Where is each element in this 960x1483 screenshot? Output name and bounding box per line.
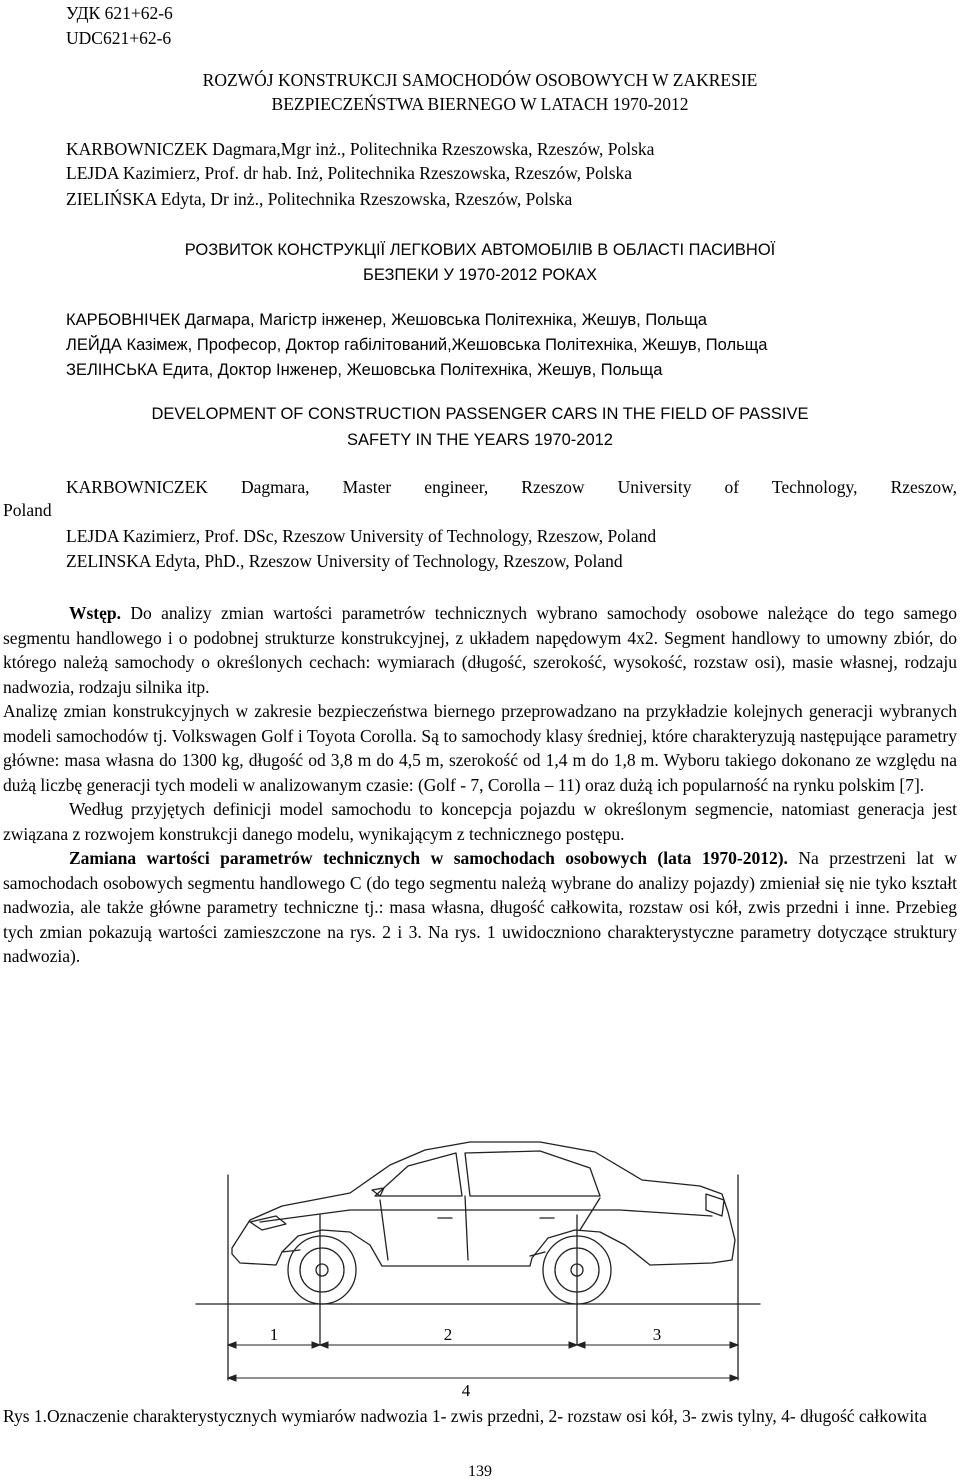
- label-3: 3: [652, 1325, 662, 1344]
- label-1: 1: [269, 1325, 279, 1344]
- author-en-3: ZELINSKA Edyta, PhD., Rzeszow University of Technology, Rzeszow, Poland: [66, 551, 623, 571]
- dimension-lines: [228, 1342, 738, 1381]
- title-ua-line2: БЕЗПЕКИ У 1970-2012 РОКАХ: [362, 266, 597, 284]
- front-window: [375, 1153, 462, 1196]
- udc-intl: UDC621+62-6: [66, 28, 172, 48]
- author-ua-1: КАРБОВНІЧЕК Дагмара, Магістр інженер, Жешовська Політехніка, Жешув, Польща: [66, 311, 707, 329]
- front-wheel-hub: [316, 1264, 328, 1276]
- dimension-labels: [270, 1325, 662, 1400]
- rear-window: [465, 1151, 600, 1196]
- intro-text: Do analizy zmian wartości parametrów technicznych wybrano samochody osobowe należące do tego samego segmentu handlowego i o podobnej strukturze konstrukcyjnej, z układem napędowym 4x2. Segment handlowy to umowny zbiór, do którego należą samochody o określonych cechach: wymiarach (długość, szerokość, wysokość, rozstaw osi), masie własnej, rodzaju nadwozia, rodzaju silnika itp.: [3, 603, 957, 697]
- paragraph-4: [3, 846, 957, 969]
- title-pl-line1: ROZWÓJ KONSTRUKCJI SAMOCHODÓW OSOBOWYCH W ZAKRESIE: [202, 70, 758, 90]
- section-heading: Zamiana wartości parametrów technicznych w samochodach osobowych (lata 1970-2012).: [69, 848, 788, 868]
- udc-ukr: УДК 621+62-6: [66, 3, 173, 23]
- author-ua-3: ЗЕЛІНСЬКА Едита, Доктор Інженер, Жешовська Політехніка, Жешув, Польща: [66, 361, 663, 379]
- taillight: [706, 1194, 724, 1216]
- door-line-front: [380, 1200, 388, 1260]
- front-wheel: [288, 1236, 356, 1304]
- paragraph-2: Analizę zmian konstrukcyjnych w zakresie bezpieczeństwa biernego przeprowadzano na przykładzie kolejnych generacji wybranych modeli samochodów tj. Volkswagen Golf i Toyota Corolla. Są to samochody klasy średniej, które charakteryzują następujące parametry główne: masa własna do 1300 kg, długość od 3,8 m do 4,5 m, szerokość od 1,4 m do 1,8 m. Wyboru takiego dokonano ze względu na dużą liczbę generacji tych modeli w analizowanym czasie: (Golf - 7, Corolla – 11) oraz dużą ich popularność na rynku polskim [7].: [3, 701, 957, 795]
- car-dimension-figure: [0, 1120, 960, 1410]
- title-en-line1: DEVELOPMENT OF CONSTRUCTION PASSENGER CARS IN THE FIELD OF PASSIVE: [151, 405, 809, 423]
- author-en-1-wrap: Poland: [3, 500, 52, 520]
- intro-heading: Wstęp.: [69, 603, 122, 623]
- author-pl-2: LEJDA Kazimierz, Prof. dr hab. Inż, Politechnika Rzeszowska, Rzeszów, Polska: [66, 163, 633, 183]
- sill-line: [282, 1250, 545, 1256]
- figure-caption: Rys 1.Oznaczenie charakterystycznych wymiarów nadwozia 1- zwis przedni, 2- rozstaw osi kół, 3- zwis tylny, 4- długość całkowita: [3, 1406, 927, 1426]
- door-line-b-pillar: [465, 1196, 468, 1260]
- author-pl-3: ZIELIŃSKA Edyta, Dr inż., Politechnika Rzeszowska, Rzeszów, Polska: [66, 189, 573, 209]
- shoulder-line: [260, 1210, 712, 1222]
- author-en-1: KARBOWNICZEK Dagmara, Master engineer, Rzeszow University of Technology, Rzeszow,: [66, 477, 957, 497]
- front-wheel-rim: [300, 1248, 344, 1292]
- author-pl-1: KARBOWNICZEK Dagmara,Mgr inż., Politechnika Rzeszowska, Rzeszów, Polska: [66, 139, 655, 159]
- paragraph-3: Według przyjętych definicji model samochodu to koncepcja pojazdu w określonym segmencie, natomiast generacja jest związana z rozwojem konstrukcji danego modelu, wynikającym z technicznego postępu.: [3, 799, 957, 844]
- title-ua-line1: РОЗВИТОК КОНСТРУКЦІЇ ЛЕГКОВИХ АВТОМОБІЛІВ В ОБЛАСТІ ПАСИВНОЇ: [184, 241, 776, 259]
- paragraph-4-text: Na przestrzeni lat w samochodach osobowych segmentu handlowego C (do tego segmentu należą wybrane do analizy pojazdy) zmieniał się nie tyko kształt nadwozia, ale także główne parametry techniczne tj.: masa własna, długość całkowita, rozstaw osi kół, zwis przedni i inne. Przebieg tych zmian pokazują wartości zamieszczone na rys. 2 i 3. Na rys. 1 uwidoczniono charakterystyczne parametry dotyczące struktury nadwozia).: [3, 848, 958, 966]
- car-body: [232, 1142, 735, 1266]
- page-number: 139: [468, 1463, 492, 1480]
- paragraph-intro: [3, 601, 957, 699]
- dim-arrowheads: [228, 1342, 738, 1381]
- author-ua-2: ЛЕЙДА Казімеж, Професор, Доктор габілітований,Жешовська Політехніка, Жешув, Польща: [66, 336, 768, 354]
- author-en-2: LEJDA Kazimierz, Prof. DSc, Rzeszow University of Technology, Rzeszow, Poland: [66, 526, 657, 546]
- door-line-rear: [580, 1198, 600, 1230]
- title-en-line2: SAFETY IN THE YEARS 1970-2012: [347, 431, 613, 449]
- label-4: 4: [461, 1381, 471, 1400]
- label-2: 2: [443, 1325, 453, 1344]
- car-outline: [196, 1142, 760, 1380]
- title-pl-line2: BEZPIECZEŃSTWA BIERNEGO W LATACH 1970-2012: [271, 94, 689, 114]
- body-text: [3, 601, 957, 969]
